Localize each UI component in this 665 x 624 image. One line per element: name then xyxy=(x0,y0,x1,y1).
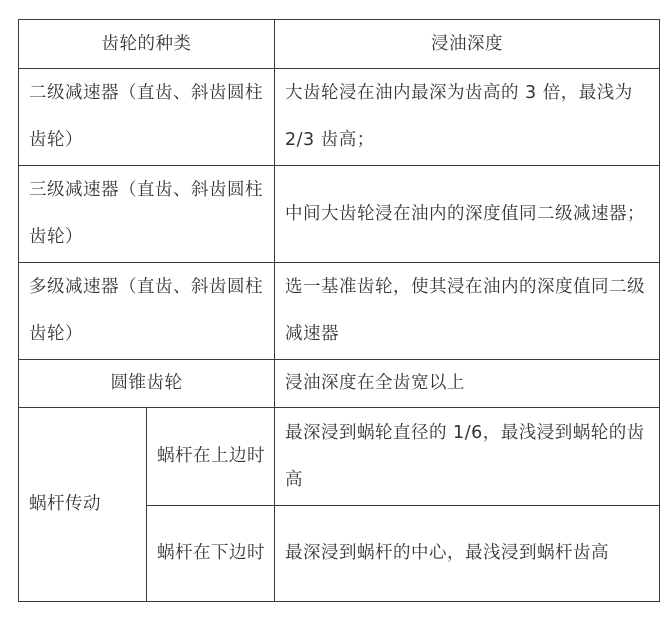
oil-depth-cell: 大齿轮浸在油内最深为齿高的 3 倍，最浅为 2/3 齿高； xyxy=(275,69,660,166)
table-row xyxy=(19,360,660,408)
header-gear-type: 齿轮的种类 xyxy=(19,20,275,69)
gear-type-cell: 圆锥齿轮 xyxy=(19,360,275,408)
table-row xyxy=(19,69,660,166)
table-row xyxy=(19,263,660,360)
oil-depth-cell: 浸油深度在全齿宽以上 xyxy=(275,360,660,408)
oil-depth-cell: 最深浸到蜗轮直径的 1/6，最浅浸到蜗轮的齿高 xyxy=(275,408,660,506)
worm-position-cell: 蜗杆在下边时 xyxy=(147,506,275,602)
table-row xyxy=(19,408,660,506)
table-row xyxy=(19,166,660,263)
gear-oil-depth-table xyxy=(18,19,660,602)
header-oil-depth: 浸油深度 xyxy=(275,20,660,69)
worm-drive-label-cell: 蜗杆传动 xyxy=(19,408,147,602)
oil-depth-cell: 选一基准齿轮，使其浸在油内的深度值同二级减速器 xyxy=(275,263,660,360)
oil-depth-cell: 最深浸到蜗杆的中心，最浅浸到蜗杆齿高 xyxy=(275,506,660,602)
gear-type-cell: 三级减速器（直齿、斜齿圆柱齿轮） xyxy=(19,166,275,263)
oil-depth-cell: 中间大齿轮浸在油内的深度值同二级减速器； xyxy=(275,166,660,263)
gear-type-cell: 二级减速器（直齿、斜齿圆柱齿轮） xyxy=(19,69,275,166)
table-header-row xyxy=(19,20,660,69)
worm-position-cell: 蜗杆在上边时 xyxy=(147,408,275,506)
gear-type-cell: 多级减速器（直齿、斜齿圆柱齿轮） xyxy=(19,263,275,360)
